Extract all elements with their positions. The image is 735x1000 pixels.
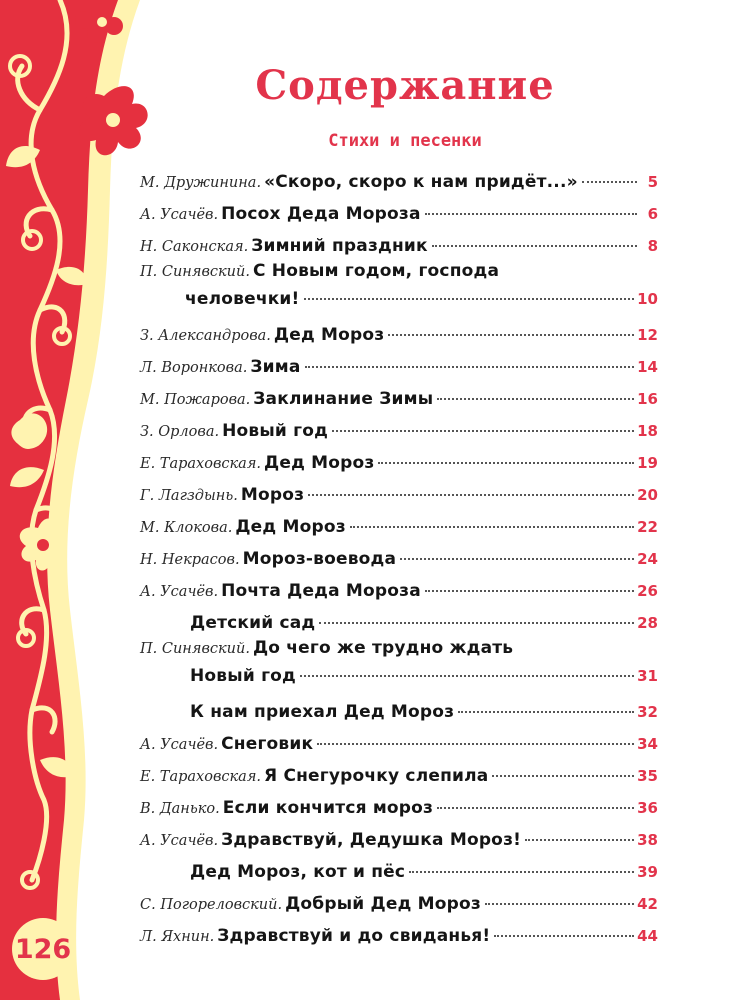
entry-title: «Скоро, скоро к нам придёт...» [264,172,578,192]
entry-title: Здравствуй и до свиданья! [217,926,491,946]
dot-leader [432,245,637,247]
toc-entry [140,446,658,478]
entry-page: 24 [637,550,658,568]
toc-entry [140,791,658,823]
entry-title: Дед Мороз [264,453,375,473]
toc-entry [140,695,658,727]
toc-entry [140,759,658,791]
toc-entry [140,887,658,919]
entry-title: Почта Деда Мороза [221,581,421,601]
entry-author: С. Погореловский. [140,897,283,913]
entry-page: 26 [637,582,658,600]
entry-title: Дед Мороз, кот и пёс [190,862,406,882]
entry-author: В. Данько. [140,801,220,817]
entry-author: Л. Воронкова. [140,360,248,376]
dot-leader [332,430,634,432]
entry-title: К нам приехал Дед Мороз [190,702,455,722]
toc-entry [140,478,658,510]
dot-leader [305,366,635,368]
entry-page: 14 [637,358,658,376]
toc-entry [140,919,658,951]
entry-page: 38 [637,831,658,849]
entry-title: Здравствуй, Дедушка Мороз! [221,830,522,850]
section-heading: Стихи и песенки [328,131,482,151]
entry-author: Е. Тараховская. [140,769,262,785]
entry-title: Мороз [240,485,305,505]
dot-leader [300,675,634,677]
entry-author: Г. Лагздынь. [140,488,238,504]
entry-page: 8 [647,237,658,255]
toc-entry [140,606,658,638]
dot-leader [437,807,634,809]
entry-author: Н. Некрасов. [140,552,240,568]
entry-title: Посох Деда Мороза [221,204,421,224]
entry-title: Зимний праздник [251,236,428,256]
entry-page: 28 [637,614,658,632]
page-number: 126 [12,918,74,980]
dot-leader [317,743,634,745]
dot-leader [425,213,637,215]
dot-leader [409,871,634,873]
entry-title: Если кончится мороз [222,798,434,818]
entry-page: 35 [637,767,658,785]
entry-author: М. Клокова. [140,520,233,536]
entry-author: А. Усачёв. [140,737,219,753]
toc-entry [140,510,658,542]
dot-leader [582,181,637,183]
dot-leader [350,526,634,528]
entry-author: П. Синявский. [140,264,250,280]
entry-author: З. Орлова. [140,424,220,440]
toc-entry [140,261,658,318]
entry-page: 6 [647,205,658,223]
entry-page: 44 [637,927,658,945]
page-title: Содержание [255,62,555,109]
entry-title: Я Снегурочку слепила [264,766,489,786]
entry-author: Л. Яхнин. [140,929,215,945]
entry-title: Детский сад [190,613,316,633]
dot-leader [378,462,634,464]
entry-title-continued: Новый год [190,666,296,686]
toc-entry [140,542,658,574]
toc-entry [140,382,658,414]
dot-leader [458,711,634,713]
entry-title: Заклинание Зимы [253,389,434,409]
toc-entry [140,350,658,382]
entry-page: 12 [637,326,658,344]
toc-entry [140,574,658,606]
dot-leader [304,298,635,300]
entry-title: Новый год [222,421,329,441]
toc-entry [140,727,658,759]
dot-leader [494,935,634,937]
entry-page: 18 [637,422,658,440]
entry-page: 32 [637,703,658,721]
entry-title: Дед Мороз [273,325,385,345]
entry-page: 10 [637,290,658,308]
entry-page: 5 [647,173,658,191]
dot-leader [388,334,634,336]
dot-leader [437,398,634,400]
entry-page: 16 [637,390,658,408]
dot-leader [425,590,634,592]
dot-leader [400,558,634,560]
entry-page: 20 [637,486,658,504]
toc-entry [140,318,658,350]
toc-entry [140,414,658,446]
table-of-contents [140,165,658,951]
entry-page: 34 [637,735,658,753]
dot-leader [485,903,634,905]
toc-entry [140,638,658,695]
dot-leader [308,494,634,496]
entry-page: 36 [637,799,658,817]
entry-page: 42 [637,895,658,913]
entry-title: Дед Мороз [235,517,346,537]
entry-title: До чего же трудно ждать [252,638,514,658]
entry-author: Е. Тараховская. [140,456,262,472]
entry-page: 39 [637,863,658,881]
entry-author: А. Усачёв. [140,833,219,849]
entry-title: Снеговик [221,734,314,754]
toc-entry [140,855,658,887]
toc-entry [140,823,658,855]
dot-leader [492,775,634,777]
entry-title: Зима [250,357,301,377]
toc-entry [140,165,658,197]
entry-title: Добрый Дед Мороз [285,894,481,914]
entry-title: С Новым годом, господа [252,261,500,281]
entry-author: А. Усачёв. [140,207,219,223]
entry-author: М. Дружинина. [140,175,262,191]
dot-leader [525,839,634,841]
entry-author: З. Александрова. [140,328,271,344]
toc-entry [140,197,658,229]
entry-author: М. Пожарова. [140,392,251,408]
entry-author: П. Синявский. [140,641,250,657]
entry-author: А. Усачёв. [140,584,219,600]
toc-entry [140,229,658,261]
entry-page: 22 [637,518,658,536]
entry-page: 19 [637,454,658,472]
entry-title-continued: человечки! [185,289,300,309]
entry-title: Мороз-воевода [242,549,397,569]
entry-author: Н. Саконская. [140,239,249,255]
entry-page: 31 [637,667,658,685]
dot-leader [319,622,634,624]
